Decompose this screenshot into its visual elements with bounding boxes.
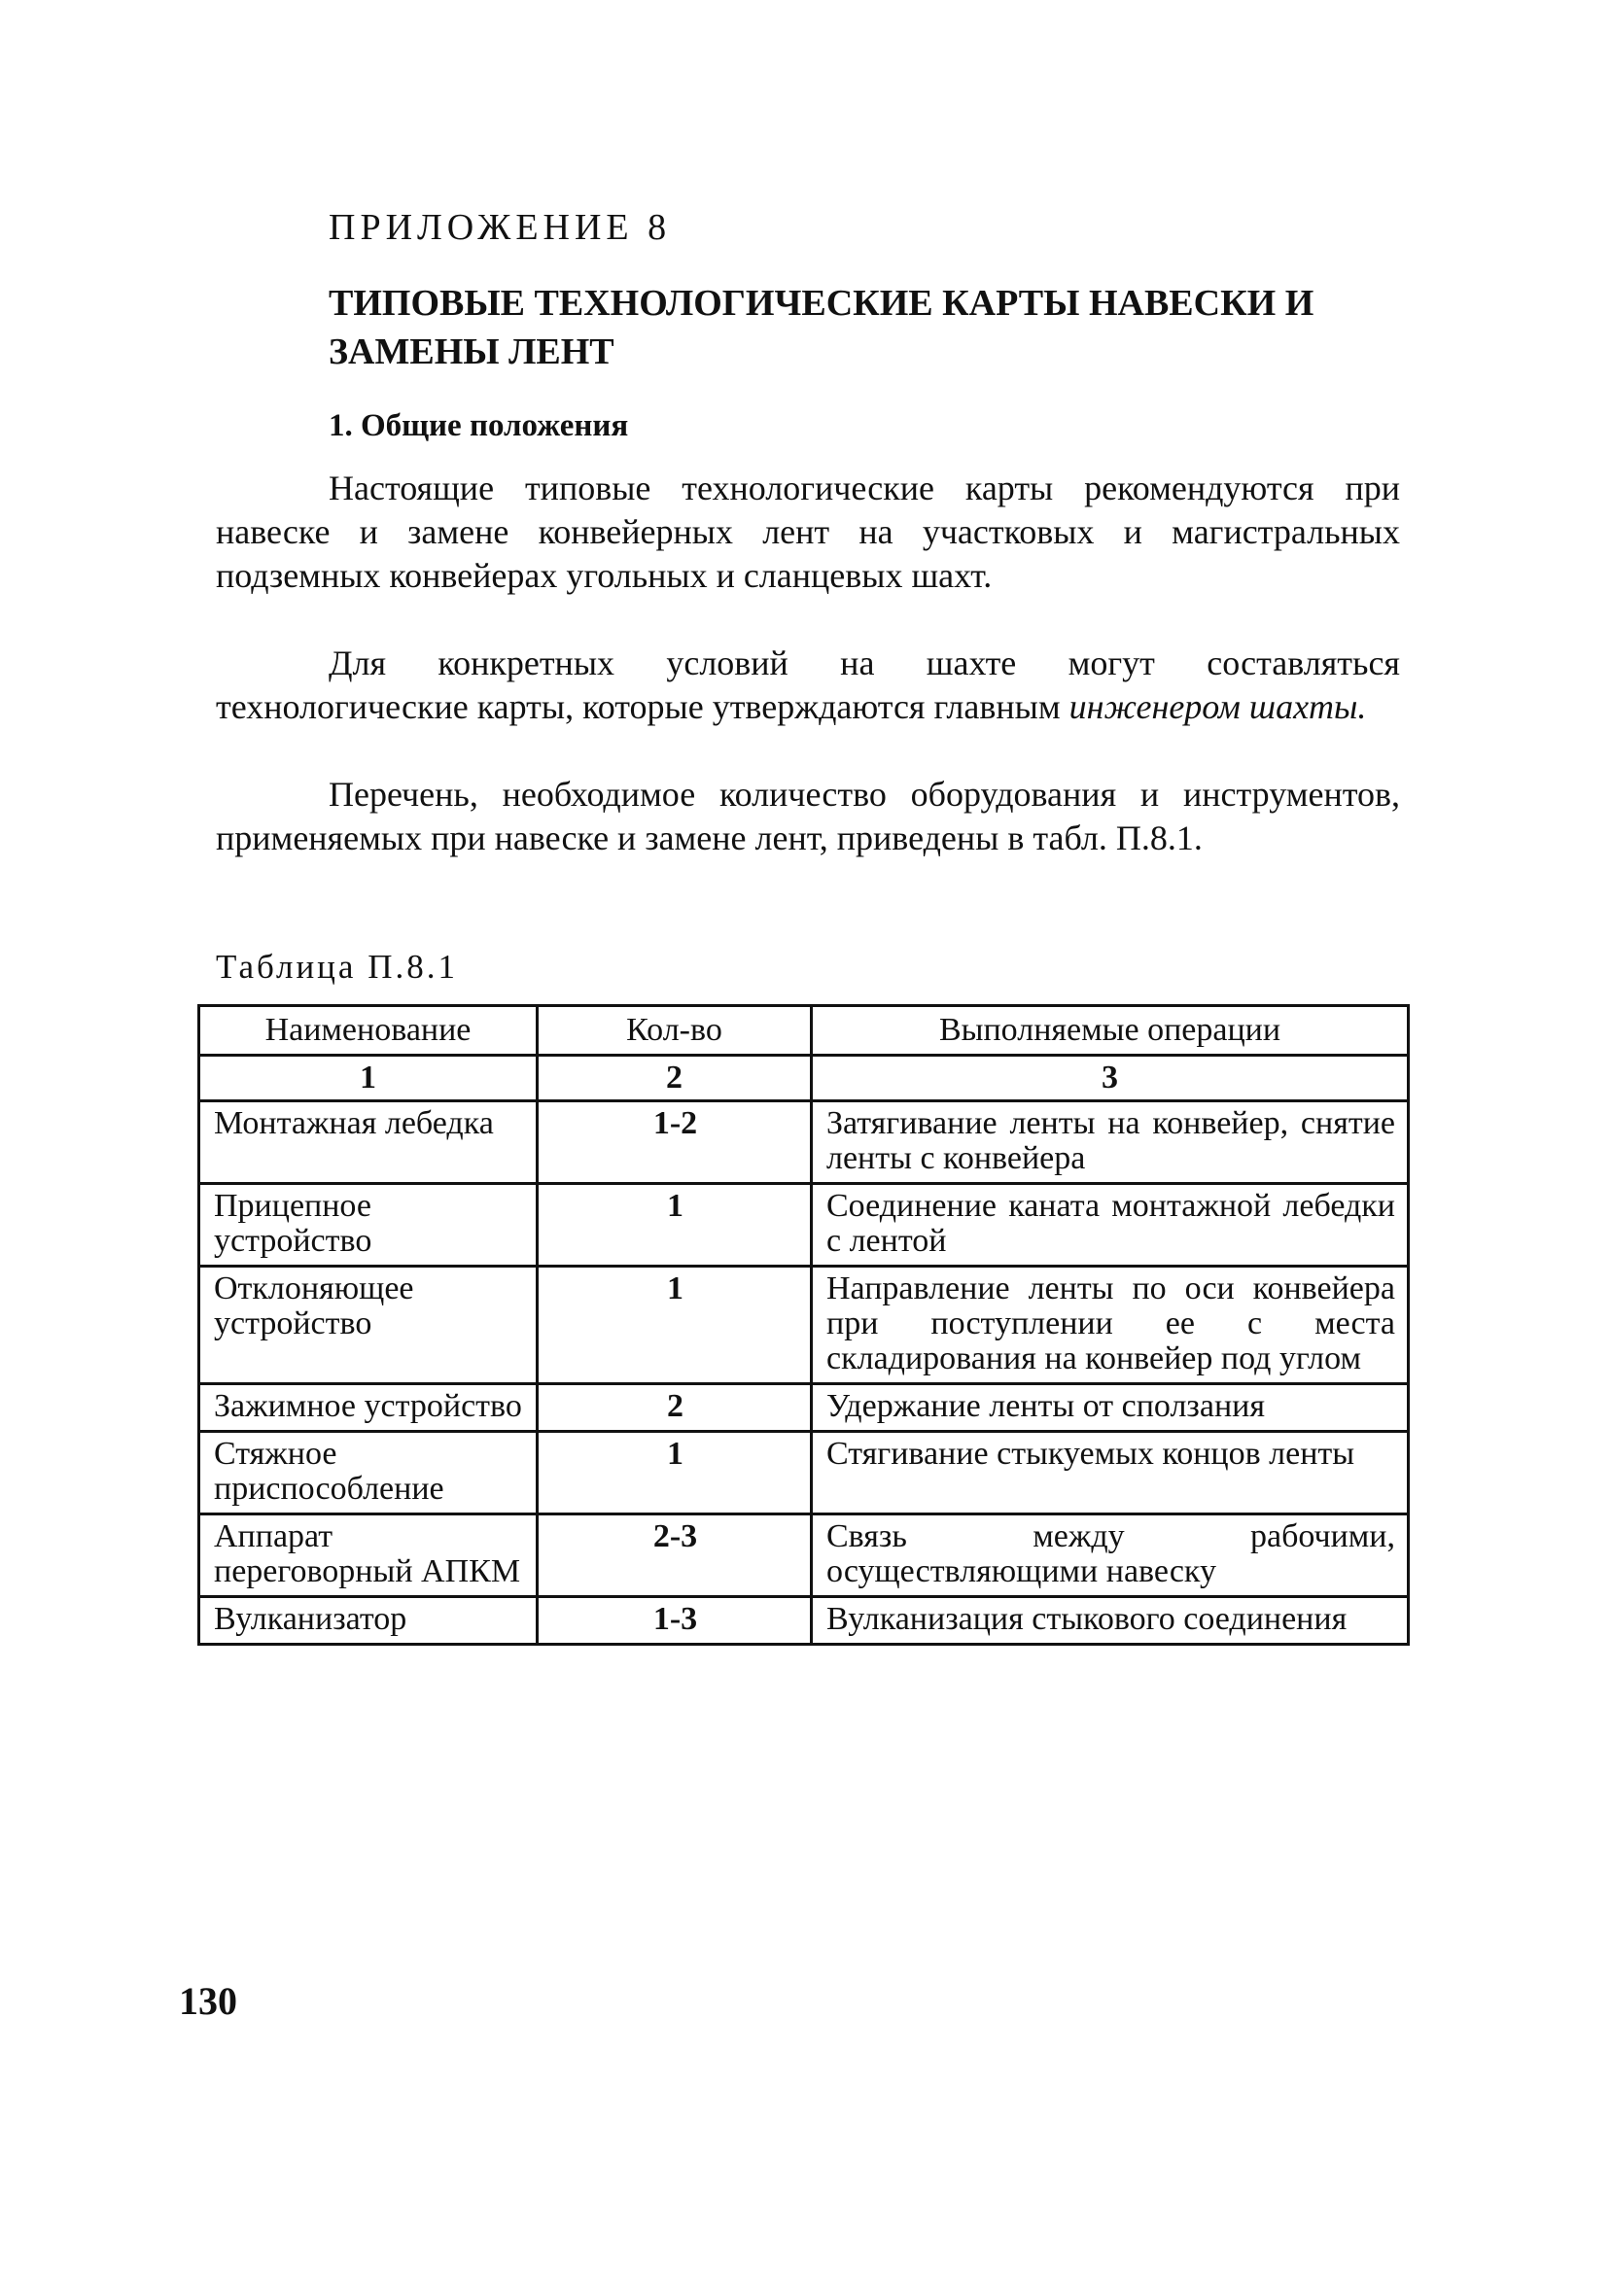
paragraph-intro: Настоящие типовые технологические карты рекомендуются при навеске и замене конвейерных лент на участковых и магистральных подземных конвейерах угольных и сланцевых шахт. bbox=[216, 469, 1400, 595]
table-row bbox=[199, 1184, 1409, 1267]
header-quantity: Кол-во bbox=[538, 1006, 812, 1056]
appendix-label: ПРИЛОЖЕНИЕ 8 bbox=[329, 207, 672, 248]
equipment-table bbox=[197, 1004, 1410, 1646]
page-title: ТИПОВЫЕ ТЕХНОЛОГИЧЕСКИЕ КАРТЫ НАВЕСКИ И ЗАМЕНЫ ЛЕНТ bbox=[329, 283, 1314, 372]
table-row bbox=[199, 1101, 1409, 1184]
cell-operation: Соединение каната монтажной лебедки с лентой bbox=[812, 1184, 1409, 1267]
table-row bbox=[199, 1384, 1409, 1432]
cell-name: Прицепное устройство bbox=[199, 1184, 538, 1267]
cell-quantity: 1 bbox=[538, 1432, 812, 1514]
table-row bbox=[199, 1514, 1409, 1597]
table-header-row bbox=[199, 1006, 1409, 1056]
cell-name: Отклоняющее устройство bbox=[199, 1267, 538, 1384]
cell-quantity: 2 bbox=[538, 1384, 812, 1432]
table-caption: Таблица П.8.1 bbox=[216, 948, 458, 986]
header-operations: Выполняемые операции bbox=[812, 1006, 1409, 1056]
paragraph-conditions-italic: инженером шахты. bbox=[1068, 687, 1367, 726]
cell-operation: Вулканизация стыкового соединения bbox=[812, 1597, 1409, 1645]
paragraph-equipment-list: Перечень, необходимое количество оборудования и инструментов, применяемых при навеске и замене лент, приведены в табл. П.8.1. bbox=[216, 775, 1400, 857]
cell-operation: Удержание ленты от сползания bbox=[812, 1384, 1409, 1432]
cell-quantity: 1-2 bbox=[538, 1101, 812, 1184]
paragraph-conditions-text: Для конкретных условий на шахте могут составляться технологические карты, которые утверждаются главным bbox=[216, 644, 1400, 726]
cell-name: Зажимное устройство bbox=[199, 1384, 538, 1432]
table-row bbox=[199, 1597, 1409, 1645]
header-name: Наименование bbox=[199, 1006, 538, 1056]
page-number: 130 bbox=[179, 1979, 237, 2023]
table-row bbox=[199, 1432, 1409, 1514]
cell-operation: Связь между рабочими, осуществляющими навеску bbox=[812, 1514, 1409, 1597]
cell-quantity: 1 bbox=[538, 1267, 812, 1384]
column-number-1: 1 bbox=[199, 1056, 538, 1101]
cell-name: Аппарат переговорный АПКМ bbox=[199, 1514, 538, 1597]
table-column-numbers-row bbox=[199, 1056, 1409, 1101]
cell-name: Стяжное приспособление bbox=[199, 1432, 538, 1514]
paragraph-conditions bbox=[216, 642, 1400, 729]
cell-operation: Стягивание стыкуемых концов ленты bbox=[812, 1432, 1409, 1514]
section-heading: 1. Общие положения bbox=[329, 408, 629, 443]
cell-operation: Затягивание ленты на конвейер, снятие ленты с конвейера bbox=[812, 1101, 1409, 1184]
cell-name: Вулканизатор bbox=[199, 1597, 538, 1645]
cell-quantity: 1 bbox=[538, 1184, 812, 1267]
cell-quantity: 1-3 bbox=[538, 1597, 812, 1645]
cell-quantity: 2-3 bbox=[538, 1514, 812, 1597]
column-number-2: 2 bbox=[538, 1056, 812, 1101]
cell-operation: Направление ленты по оси конвейера при поступлении ее с места складирования на конвейер под углом bbox=[812, 1267, 1409, 1384]
table-row bbox=[199, 1267, 1409, 1384]
cell-name: Монтажная лебедка bbox=[199, 1101, 538, 1184]
column-number-3: 3 bbox=[812, 1056, 1409, 1101]
equipment-table-container bbox=[197, 1004, 1407, 1646]
